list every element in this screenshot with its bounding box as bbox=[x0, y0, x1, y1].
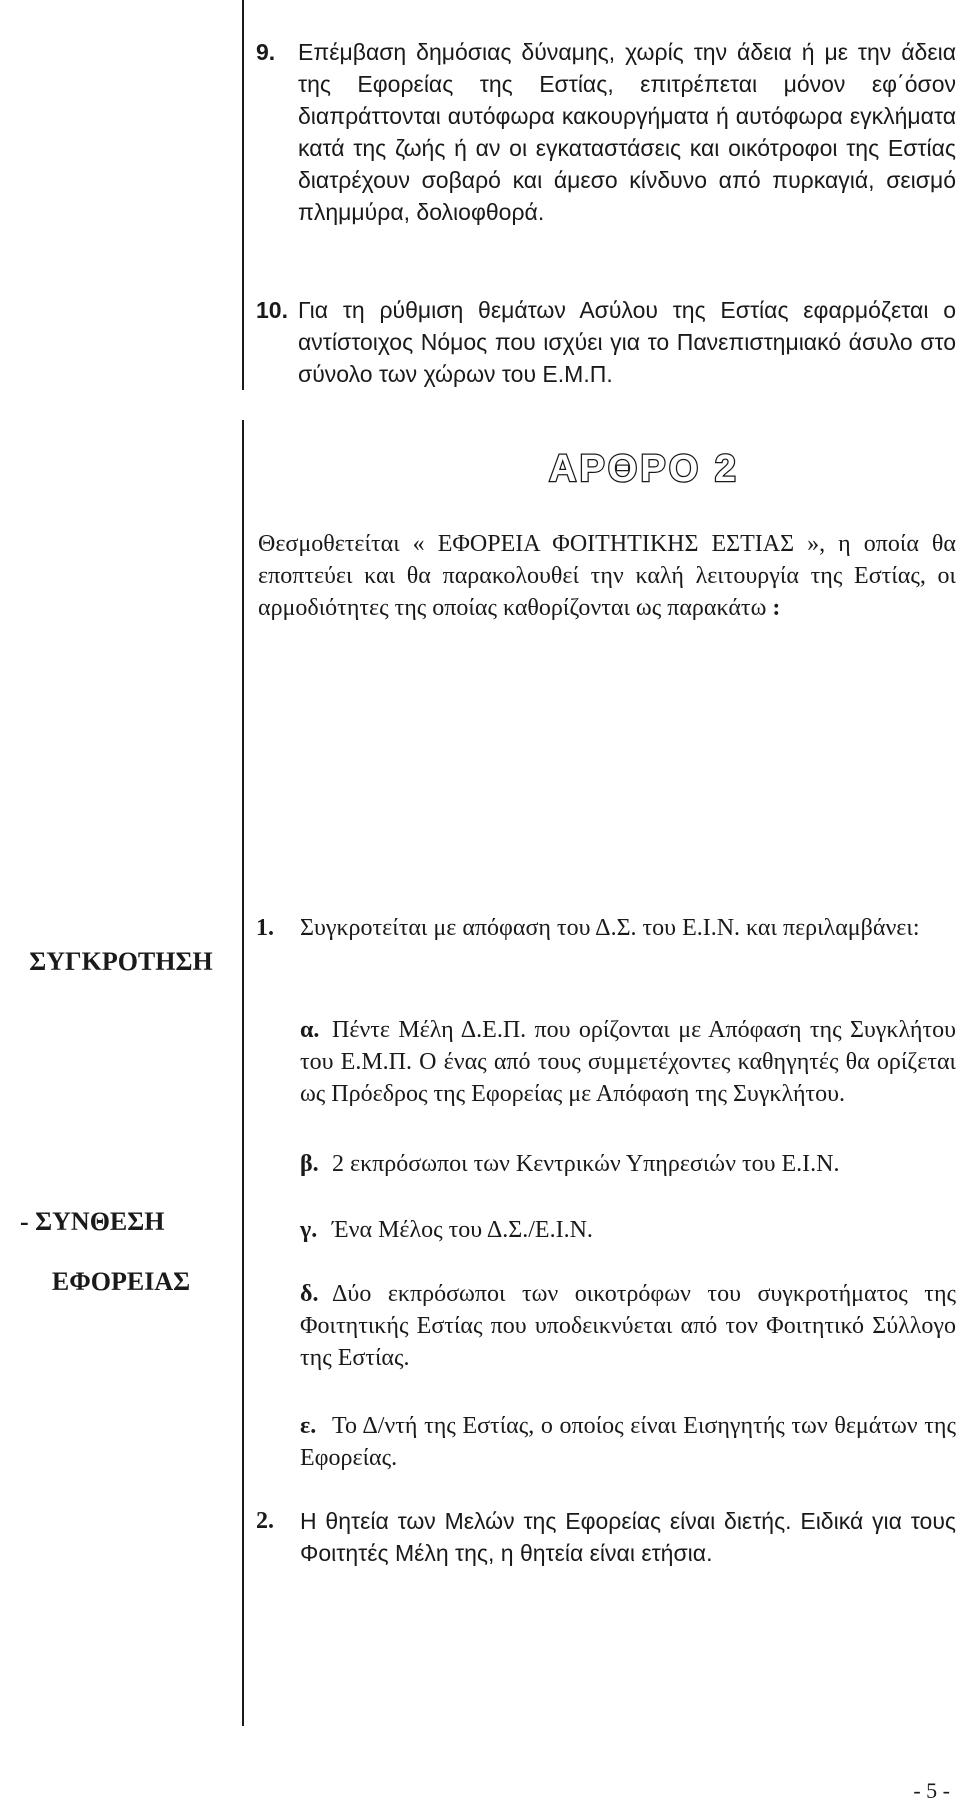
item-9-number: 9. bbox=[256, 39, 276, 65]
subitem-c-text: Ένα Μέλος του Δ.Σ./Ε.Ι.Ν. bbox=[332, 1217, 593, 1243]
item-9-text: Επέμβαση δημόσιας δύναμης, χωρίς την άδεια ή με την άδεια της Εφορείας της Εστίας, επιτρέπεται μόνον εφ΄όσον διαπράττονται αυτόφωρα κακουργήματα ή αυτόφωρα εγκλήματα κατά της ζωής ή αν οι εγκαταστάσεις και οικότροφοι της Εστίας διατρέχουν σοβαρό και άμεσο κίνδυνο από πυρκαγιά, σεισμό πλημμύρα, δολιοφθορά. bbox=[298, 39, 956, 225]
margin-rule-main bbox=[242, 420, 244, 1726]
point-1-number: 1. bbox=[256, 915, 274, 941]
page-number: - 5 - bbox=[913, 1778, 950, 1803]
point-2-number: 2. bbox=[256, 1508, 274, 1534]
subitem-b-label: β. bbox=[300, 1151, 319, 1177]
subitem-b-text: 2 εκπρόσωποι των Κεντρικών Υπηρεσιών του Ε.Ι.Ν. bbox=[332, 1151, 840, 1177]
subitem-d-text: Δύο εκπρόσωποι των οικοτρόφων του συγκροτήματος της Φοιτητικής Εστίας που υποδεικνύεται από τον Φοιτητικό Σύλλογο της Εστίας. bbox=[300, 1281, 956, 1371]
side-heading-line-2: - ΣΥΝΘΕΣΗ bbox=[20, 1207, 165, 1236]
item-10-text: Για τη ρύθμιση θεμάτων Ασύλου της Εστίας εφαρμόζεται ο αντίστοιχος Νόμος που ισχύει για το Πανεπιστημιακό άσυλο στο σύνολο των χώρων του Ε.Μ.Π. bbox=[298, 297, 956, 387]
subitem-e-label: ε. bbox=[300, 1413, 317, 1439]
article-title: ΑΡΘΡΟ 2 bbox=[549, 448, 739, 490]
article-intro bbox=[258, 528, 956, 624]
side-heading-line-3: ΕΦΟΡΕΙΑΣ bbox=[51, 1267, 191, 1296]
side-heading-line-1: ΣΥΓΚΡΟΤΗΣΗ bbox=[29, 947, 213, 976]
point-2-text: Η θητεία των Μελών της Εφορείας είναι διετής. Ειδικά για τους Φοιτητές Μέλη της, η θητεία είναι ετήσια. bbox=[300, 1508, 956, 1566]
subitem-d-label: δ. bbox=[300, 1281, 319, 1307]
article-intro-colon: : bbox=[772, 595, 781, 621]
margin-rule-top bbox=[242, 0, 244, 390]
subitem-a-text: Πέντε Μέλη Δ.Ε.Π. που ορίζονται με Απόφαση της Συγκλήτου του Ε.Μ.Π. Ο ένας από τους συμμετέχοντες καθηγητές θα ορίζεται ως Πρόεδρος της Εφορείας με Απόφαση της Συγκλήτου. bbox=[300, 1017, 956, 1107]
article-intro-text: Θεσμοθετείται « ΕΦΟΡΕΙΑ ΦΟΙΤΗΤΙΚΗΣ ΕΣΤΙΑΣ », η οποία θα εποπτεύει και θα παρακολουθεί την καλή λειτουργία της Εστίας, οι αρμοδιότητες της οποίας καθορίζονται ως παρακάτω bbox=[258, 531, 956, 621]
subitem-c-label: γ. bbox=[300, 1217, 318, 1243]
item-10-number: 10. bbox=[256, 297, 288, 323]
subitem-e-text: Το Δ/ντή της Εστίας, ο οποίος είναι Εισηγητής των θεμάτων της Εφορείας. bbox=[300, 1413, 956, 1471]
point-1-text: Συγκροτείται με απόφαση του Δ.Σ. του Ε.Ι.Ν. και περιλαμβάνει: bbox=[300, 915, 920, 941]
subitem-a-label: α. bbox=[300, 1017, 320, 1043]
